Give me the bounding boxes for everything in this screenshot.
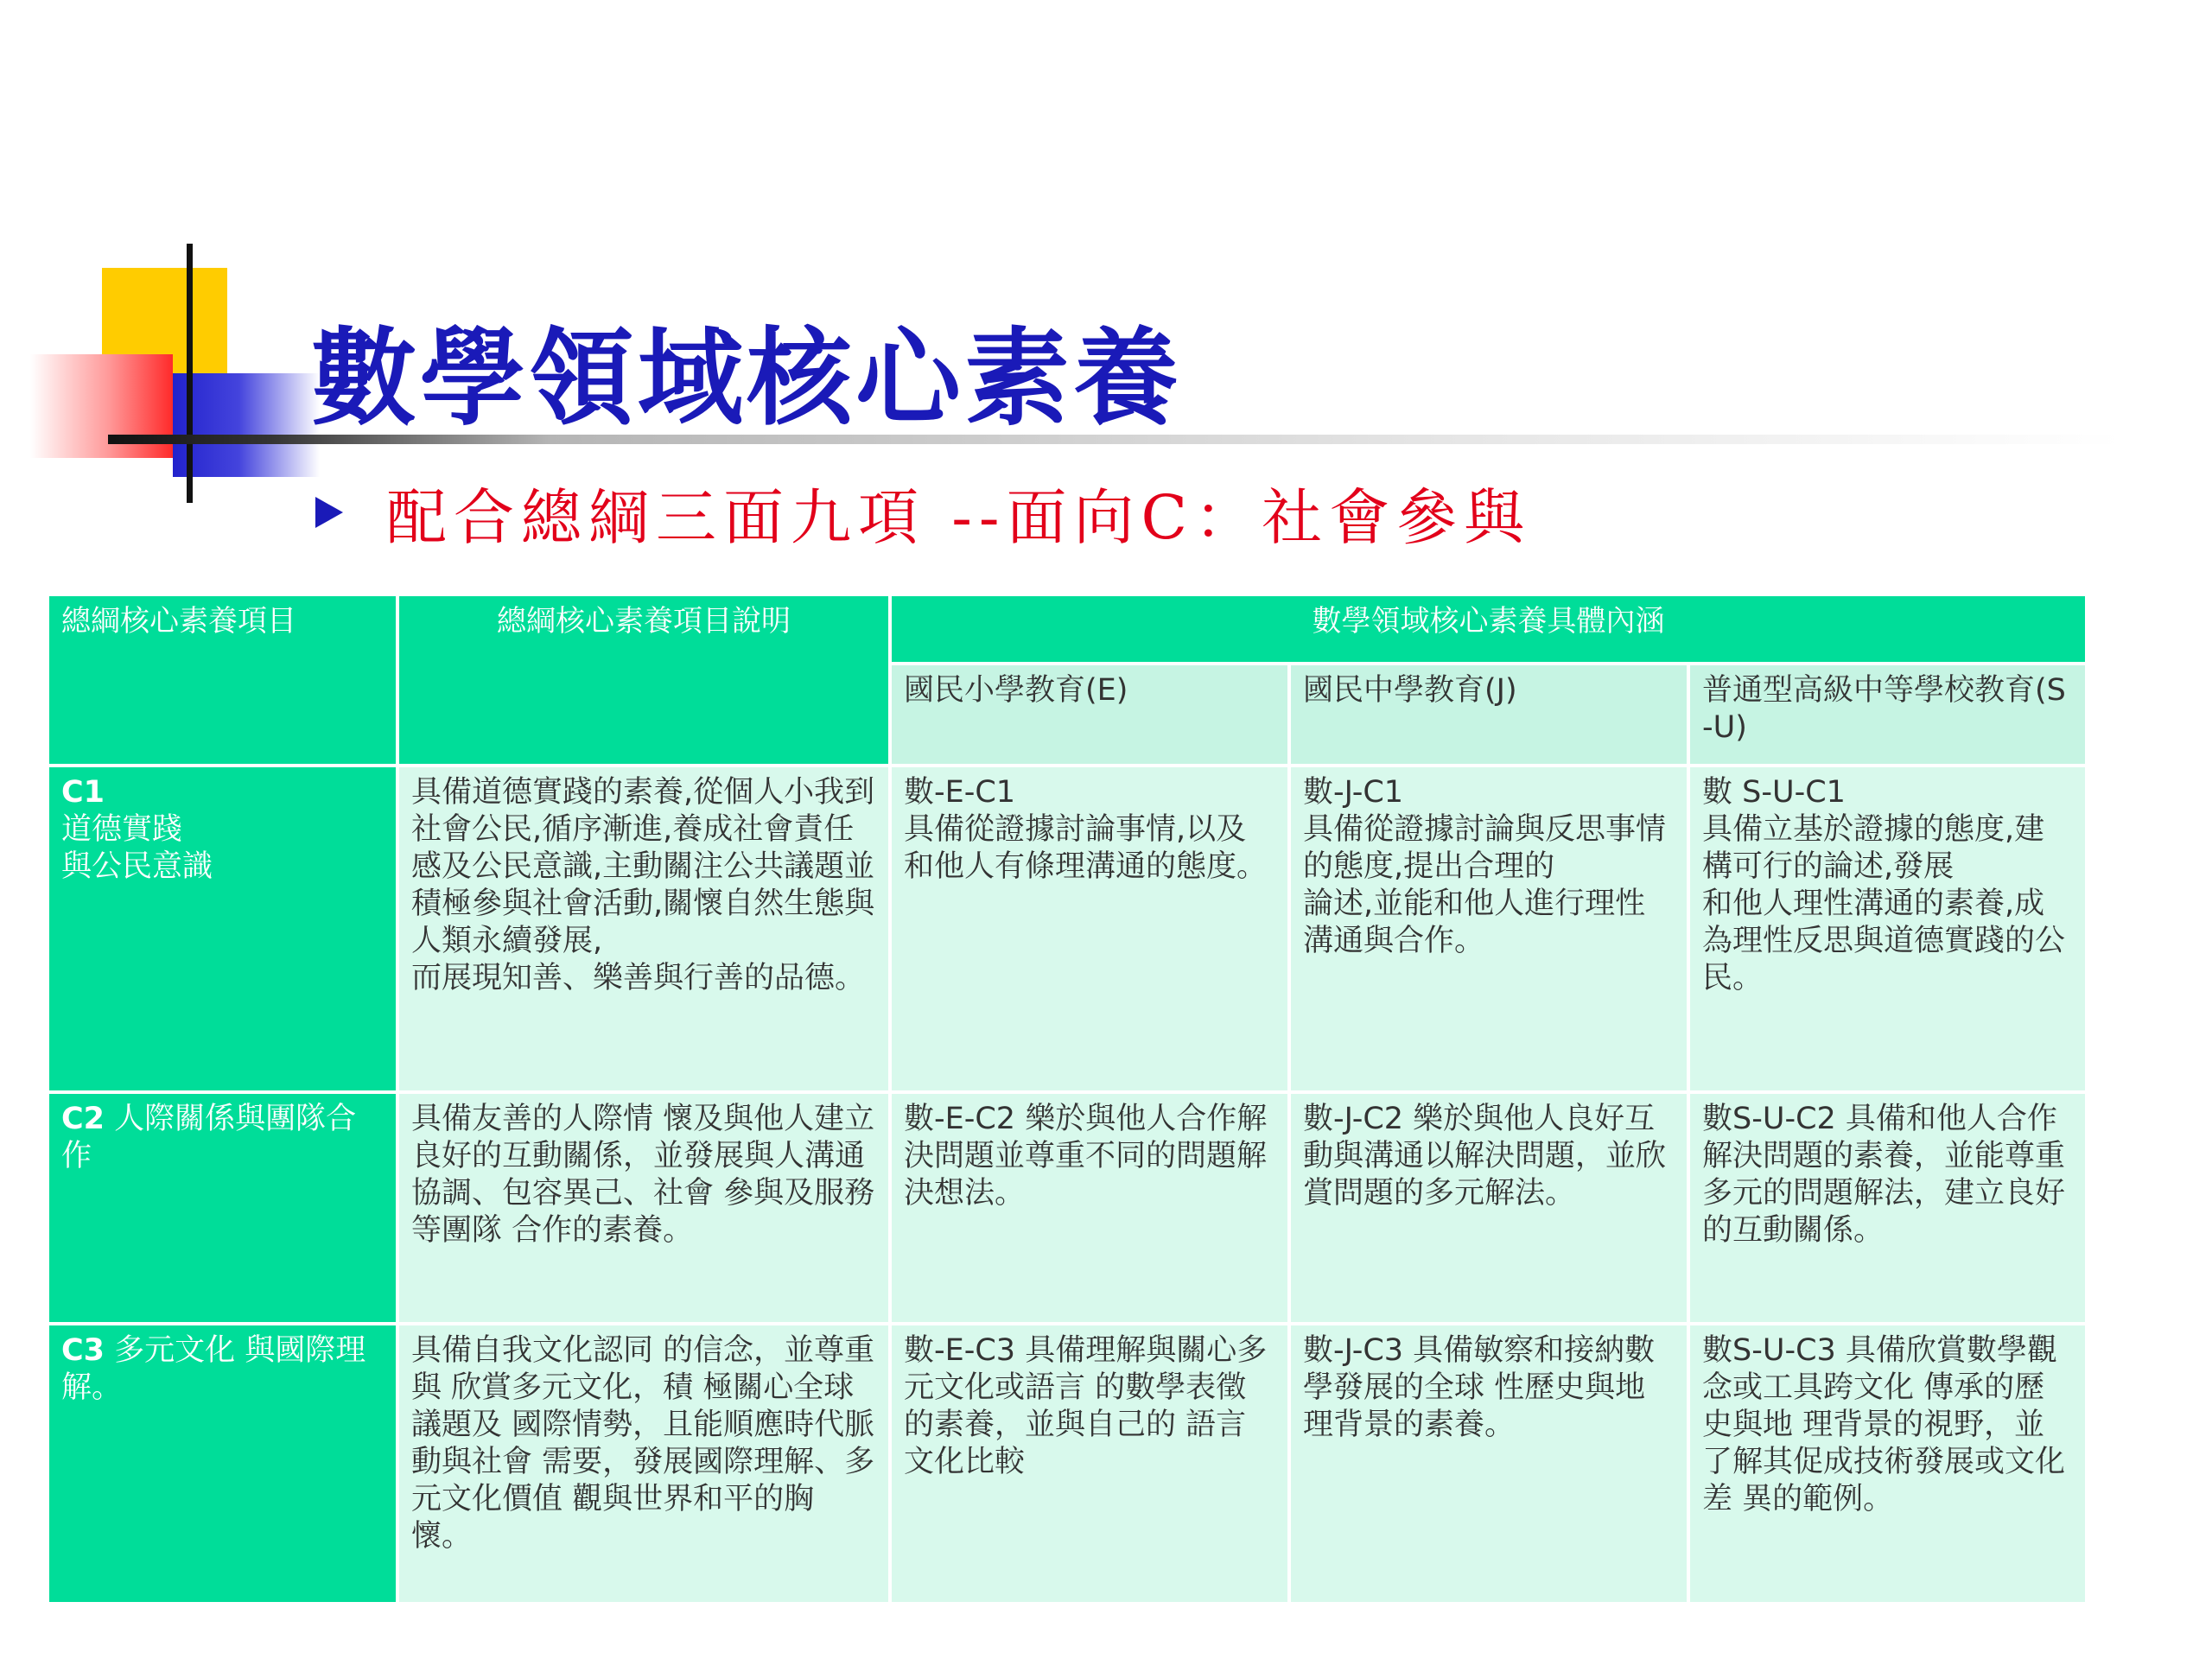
item-name-line2: 與公民意識 (61, 849, 213, 884)
junior-high-cell (1289, 766, 1688, 1092)
core-competency-table (46, 593, 2088, 1605)
description-cell (397, 766, 890, 1092)
senior-high-code: 數 S-U-C1 (1702, 775, 1846, 810)
senior-high-text: 數S-U-C3 具備欣賞數學觀念或工具跨文化 傳承的歷史與地 理背景的視野，並了解其促成技術發展或文化差 異的範例。 (1702, 1333, 2066, 1516)
item-code: C3 (61, 1333, 105, 1368)
subheader-junior-high: 國民中學教育(J) (1289, 664, 1688, 766)
senior-high-cell (1688, 1092, 2087, 1324)
elementary-code: 數-E-C1 (904, 775, 1016, 810)
header-core-description: 總綱核心素養項目說明 (397, 594, 890, 766)
subheader-elementary: 國民小學教育(E) (890, 664, 1289, 766)
triangle-bullet-icon (315, 497, 343, 528)
item-name: 多元文化 與國際理解。 (61, 1333, 366, 1405)
senior-high-cell (1688, 766, 2087, 1092)
elementary-text: 數-E-C2 樂於與他人合作解決問題並尊重不同的問題解決想法。 (904, 1102, 1268, 1211)
senior-high-text: 數S-U-C2 具備和他人合作解決問題的素養，並能尊重多元的問題解法，建立良好的互動關係。 (1702, 1102, 2066, 1248)
junior-high-text-line2: 論述,並能和他人進行理性溝通與合作。 (1303, 887, 1646, 958)
junior-high-cell (1289, 1092, 1688, 1324)
row-header-c2 (48, 1092, 397, 1324)
elementary-cell (890, 1324, 1289, 1604)
table-row (48, 766, 2087, 1092)
item-code: C2 (61, 1102, 105, 1136)
header-core-item: 總綱核心素養項目 (48, 594, 397, 766)
description-cell (397, 1092, 890, 1324)
senior-high-text-line2: 和他人理性溝通的素養,成為理性反思與道德實踐的公民。 (1702, 887, 2066, 995)
senior-high-text: 具備立基於證據的態度,建構可行的論述,發展 (1702, 812, 2045, 884)
subtitle-row (315, 474, 1531, 551)
description-text: 具備友善的人際情 懷及與他人建立良好的互動關係，並發展與人溝通協調、包容異己、社會 參與及服務等團隊 合作的素養。 (411, 1102, 875, 1248)
junior-high-cell (1289, 1324, 1688, 1604)
description-text: 具備道德實踐的素養,從個人小我到社會公民,循序漸進,養成社會責任感及公民意識,主動關注公共議題並積極參與社會活動,關懷自然生態與人類永續發展, (411, 775, 875, 958)
page-title: 數學領域核心素養 (311, 315, 1182, 440)
elementary-cell (890, 1092, 1289, 1324)
logo-vertical-line (187, 244, 193, 503)
elementary-cell (890, 766, 1289, 1092)
table-row (48, 1092, 2087, 1324)
table-row (48, 1324, 2087, 1604)
item-code: C1 (61, 775, 105, 810)
table-header-row (48, 594, 2087, 664)
subheader-senior-high: 普通型高級中等學校教育(S-U) (1688, 664, 2087, 766)
subtitle: 配合總綱三面九項 --面向C：社會參與 (386, 481, 1532, 553)
row-header-c3 (48, 1324, 397, 1604)
item-name: 人際關係與團隊合作 (61, 1102, 357, 1173)
senior-high-cell (1688, 1324, 2087, 1604)
elementary-text: 數-E-C3 具備理解與關心多元文化或語言 的數學表徵的素養，並與自己的 語言文化比較 (904, 1333, 1268, 1479)
item-name-line1: 道德實踐 (61, 812, 183, 847)
junior-high-text: 數-J-C3 具備敏察和接納數學發展的全球 性歷史與地理背景的素養。 (1303, 1333, 1656, 1442)
logo-blue-block (173, 373, 320, 477)
junior-high-text: 具備從證據討論與反思事情的態度,提出合理的 (1303, 812, 1667, 884)
description-cell (397, 1324, 890, 1604)
junior-high-code: 數-J-C1 (1303, 775, 1404, 810)
junior-high-text: 數-J-C2 樂於與他人良好互動與溝通以解決問題，並欣賞問題的多元解法。 (1303, 1102, 1667, 1211)
row-header-c1 (48, 766, 397, 1092)
header-math-competency: 數學領域核心素養具體內涵 (890, 594, 2087, 664)
description-text: 具備自我文化認同 的信念，並尊重與 欣賞多元文化，積 極關心全球議題及 國際情勢，且能順應時代脈動與社會 需要，發展國際理解、多元文化價值 觀與世界和平的胸 懷。 (411, 1333, 875, 1554)
elementary-text: 具備從證據討論事情,以及和他人有條理溝通的態度。 (904, 812, 1268, 884)
description-text-line2: 而展現知善、樂善與行善的品德。 (411, 961, 866, 995)
